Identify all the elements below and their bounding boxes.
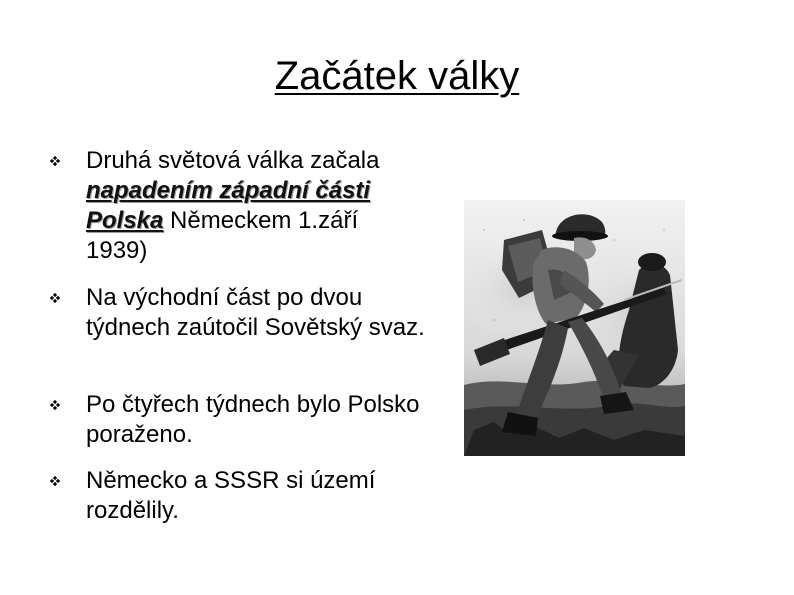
diamond-bullet-icon xyxy=(50,400,60,410)
diamond-bullet-icon xyxy=(50,156,60,166)
diamond-bullet-icon xyxy=(50,293,60,303)
bullet-text-1-emphasis: napadením západní části Polska xyxy=(86,177,371,234)
bullet-text-1-before: Druhá světová válka začala xyxy=(86,147,380,174)
soldier-photo xyxy=(464,200,685,456)
bullet-text-2: Na východní část po dvou týdnech zaútočil Sovětský svaz. xyxy=(86,284,425,341)
slide-title-text: Začátek války xyxy=(274,54,520,98)
bullet-text-1 xyxy=(86,146,426,266)
soldier-with-rifle-photo-icon xyxy=(464,200,685,456)
diamond-bullet-icon xyxy=(50,476,60,486)
bullet-text-1-after: Německem 1.září 1939) xyxy=(86,207,359,264)
bullet-text-4: Německo a SSSR si území rozdělily. xyxy=(86,467,376,524)
bullet-text-3: Po čtyřech týdnech bylo Polsko poraženo. xyxy=(86,391,420,448)
